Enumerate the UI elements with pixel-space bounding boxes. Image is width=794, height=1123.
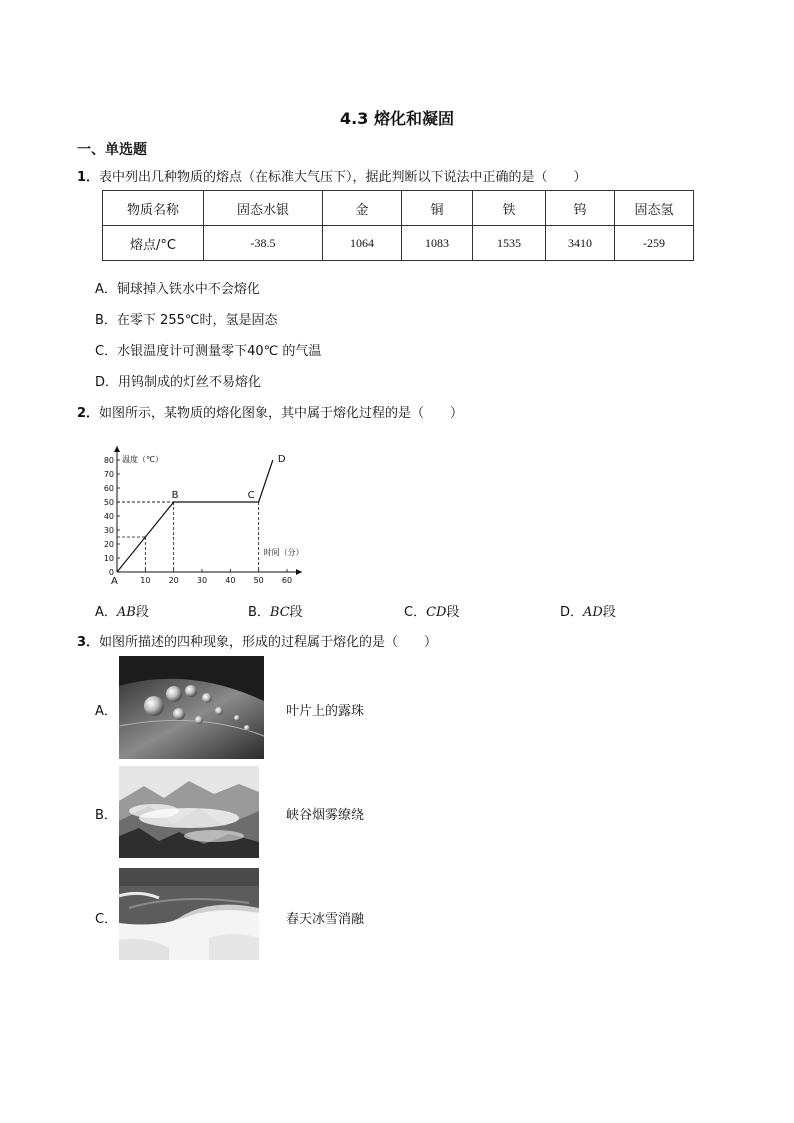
option-suffix: 段 [602, 605, 616, 620]
option-label: D． [560, 605, 584, 620]
table-cell: -259 [615, 226, 694, 261]
option-suffix: 段 [135, 605, 149, 620]
option-c[interactable] [404, 601, 459, 620]
option-a[interactable]: A．铜球掉入铁水中不会熔化 [95, 282, 260, 297]
y-tick-label: 60 [103, 484, 114, 493]
option-b[interactable]: B．在零下 255℃时，氢是固态 [95, 313, 278, 328]
x-tick-label: 30 [196, 576, 208, 585]
table-cell: 铁 [473, 191, 546, 226]
table-cell: 物质名称 [103, 191, 204, 226]
option-label: A． [95, 605, 117, 620]
melting-graph [95, 445, 315, 590]
table-row [103, 191, 694, 226]
option-b-caption: 峡谷烟雾缭绕 [286, 808, 365, 823]
option-a[interactable] [95, 601, 149, 620]
option-b[interactable] [248, 601, 303, 620]
y-axis-arrow [114, 446, 120, 452]
x-axis-arrow [296, 569, 302, 575]
table-cell: 熔点/°C [103, 226, 204, 261]
point-label-b: B [171, 490, 179, 501]
y-tick-label: 0 [108, 568, 114, 577]
question-number: 2． [77, 406, 100, 421]
y-axis-label: 温度（℃） [122, 455, 163, 464]
x-tick-label: 40 [225, 576, 236, 585]
table-cell: -38.5 [204, 226, 323, 261]
table-cell: 铜 [402, 191, 473, 226]
option-c[interactable]: C．水银温度计可测量零下40℃ 的气温 [95, 344, 322, 359]
canyon-mist-image[interactable] [119, 766, 259, 858]
option-a-caption: 叶片上的露珠 [286, 704, 365, 719]
y-tick-label: 50 [103, 498, 114, 507]
option-a-label[interactable]: A． [95, 704, 117, 719]
question-number: 1． [77, 170, 100, 185]
option-d[interactable] [560, 601, 616, 620]
melting-point-table [102, 190, 694, 261]
question-text: 表中列出几种物质的熔点（在标准大气压下），据此判断以下说法中正确的是（ ） [99, 170, 587, 185]
table-cell: 1083 [402, 226, 473, 261]
y-tick-label: 40 [103, 512, 114, 521]
question-1 [77, 166, 587, 185]
table-cell: 固态水银 [204, 191, 323, 226]
point-label-a: A [111, 576, 118, 587]
point-label-d: D [277, 454, 286, 465]
table-cell: 固态氢 [615, 191, 694, 226]
y-tick-label: 80 [103, 456, 114, 465]
option-label: C． [404, 605, 427, 620]
section-heading: 一、单选题 [77, 142, 147, 158]
x-axis-label: 时间（分） [263, 548, 304, 557]
question-text: 如图所示，某物质的熔化图象，其中属于熔化过程的是（ ） [99, 406, 464, 421]
table-cell: 1535 [473, 226, 546, 261]
option-b-label[interactable]: B． [95, 808, 117, 823]
question-text: 如图所描述的四种现象，形成的过程属于熔化的是（ ） [99, 635, 438, 650]
segment-label: AD [583, 605, 603, 620]
x-tick-label: 10 [140, 576, 151, 585]
segment-label: CD [426, 605, 447, 620]
x-tick-label: 20 [168, 576, 179, 585]
option-d[interactable]: D．用钨制成的灯丝不易熔化 [95, 375, 262, 390]
y-tick-label: 20 [103, 540, 114, 549]
y-tick-label: 30 [103, 526, 114, 535]
y-tick-label: 10 [103, 554, 114, 563]
option-c-caption: 春天冰雪消融 [286, 912, 365, 927]
segment-label: BC [269, 605, 290, 620]
y-tick-label: 70 [103, 470, 114, 479]
melting-snow-image[interactable] [119, 868, 259, 960]
segment-label: AB [116, 605, 136, 620]
question-number: 3． [77, 635, 100, 650]
page-title: 4.3 熔化和凝固 [340, 109, 454, 128]
point-label-c: C [247, 490, 255, 501]
x-tick-label: 50 [253, 576, 264, 585]
option-c-label[interactable]: C． [95, 912, 118, 927]
option-suffix: 段 [289, 605, 303, 620]
question-3 [77, 631, 437, 650]
option-suffix: 段 [446, 605, 460, 620]
series-line [117, 460, 273, 572]
x-tick-label: 60 [281, 576, 293, 585]
table-cell: 钨 [546, 191, 615, 226]
option-label: B． [248, 605, 270, 620]
question-2 [77, 402, 463, 421]
table-row [103, 226, 694, 261]
table-cell: 1064 [323, 226, 402, 261]
table-cell: 3410 [546, 226, 615, 261]
table-cell: 金 [323, 191, 402, 226]
dew-drops-image[interactable] [119, 656, 264, 759]
